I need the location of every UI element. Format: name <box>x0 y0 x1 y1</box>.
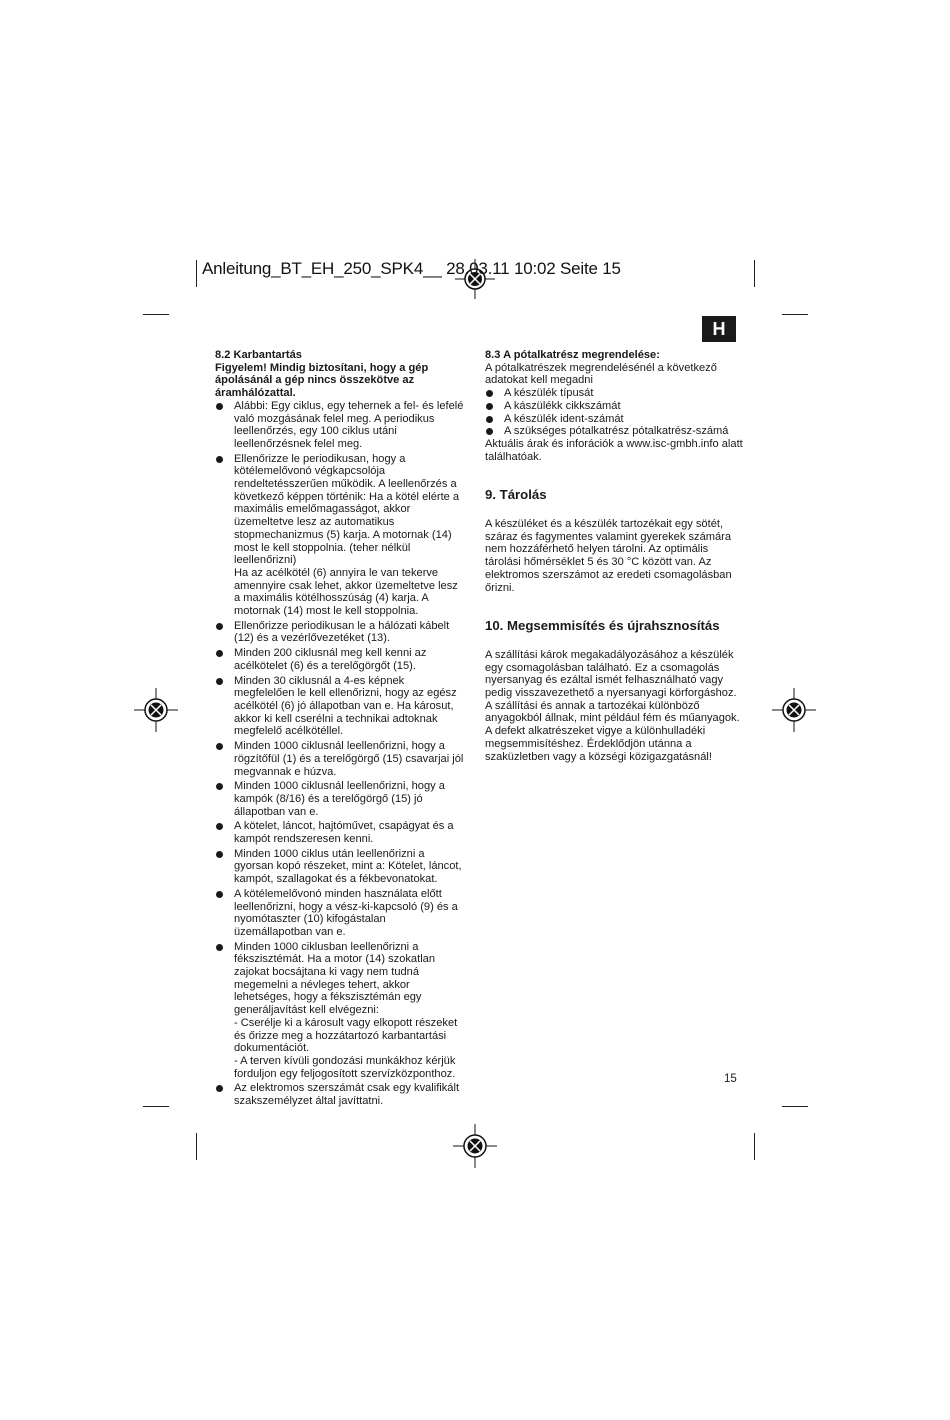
bullet-icon <box>216 678 223 685</box>
maintenance-list <box>215 400 467 1108</box>
registration-target-left-icon <box>134 688 178 732</box>
crop-mark-bottom-right-horizontal <box>782 1106 808 1107</box>
bullet-icon <box>486 390 493 397</box>
list-item: Minden 1000 ciklusnál leellenőrizni, hogy a rögzítőfül (1) és a terelőgörgő (15) csavarjai jól megvannak e húzva. <box>215 740 467 778</box>
spare-parts-list <box>485 387 743 438</box>
bullet-icon <box>216 743 223 750</box>
spare-parts-heading: 8.3 A pótalkatrész megrendelése: <box>485 349 660 361</box>
list-item: A készülék ident-számát <box>485 413 743 426</box>
maintenance-heading: 8.2 Karbantartás <box>215 349 302 361</box>
disposal-section <box>485 620 743 763</box>
bullet-icon <box>216 891 223 898</box>
registration-target-bottom-icon <box>453 1124 497 1168</box>
list-item: Minden 200 ciklusnál meg kell kenni az acélkötelet (6) és a terelőgörgőt (15). <box>215 647 467 672</box>
right-column <box>485 349 743 763</box>
bullet-icon <box>216 783 223 790</box>
list-item: A készülék típusát <box>485 387 743 400</box>
crop-mark-top-left-horizontal <box>143 314 169 315</box>
list-item: A kötélemelővonó minden használata előtt leellenőrizni, hogy a vész-ki-kapcsoló (9) és a nyomótaszter (10) kifogástalan üzemállapotban van e. <box>215 888 467 939</box>
disposal-heading: 10. Megsemmisítés és újrahsznosítás <box>485 618 720 634</box>
crop-mark-top-right-horizontal <box>782 314 808 315</box>
spare-parts-outro: Aktuális árak és inforációk a www.isc-gmbh.info alatt találhatóak. <box>485 437 743 463</box>
storage-heading: 9. Tárolás <box>485 487 547 503</box>
bullet-icon <box>216 456 223 463</box>
bullet-icon <box>216 403 223 410</box>
list-item: Minden 1000 ciklusban leellenőrizni a fékszisztémát. Ha a motor (14) szokatlan zajokat bocsájtana ki vagy nem tudná megemelni a névleges tehert, akkor lehetséges, hogy a fékszisztémán egy generáljavítást kell elvégezni: - Cserélje ki a károsult vagy elkopott részeket és őrizze meg a hozzátartozó karbantartási dokumentációt. - A terven kívüli gondozási munkákhoz kérjük forduljon egy feljogosított szervízközponthoz. <box>215 941 467 1081</box>
list-item: Alábbi: Egy ciklus, egy tehernek a fel- és lefelé való mozgásának felel meg. A periodikus leellenőrzés, egy 100 ciklus utáni leellenőrzésnek felel meg. <box>215 400 467 451</box>
list-item: Ellenőrizze le periodikusan, hogy a kötélemelővonó végkapcsolója rendeltetésszerűen működik. A leellenőrzés a következő képpen történik: Ha a kötél elérte a maximális emelőmagasságot, akkor üzemeltetve lesz az automatikus stopmechanizmus (5) karja. A motornak (14) most le kell stoppolnia. (teher nélkül leellenőrizni) Ha az acélkötél (6) annyira le van tekerve amennyire csak lehet, akkor üzemeltetve lesz a maximális kötélhosszúság (4) karja. A motornak (14) most le kell stoppolnia. <box>215 453 467 618</box>
storage-section <box>485 489 743 594</box>
bullet-icon <box>216 1085 223 1092</box>
storage-text: A készüléket és a készülék tartozékait egy sötét, száraz és fagymentes valamint gyerekek számára nem hozzáférhető helyen tárolni. Az optimális tárolási hőmérséklet 5 és 30 °C között van. Az elektromos szerszámot az eredeti csomagolásban őrizni. <box>485 518 732 594</box>
list-item: Minden 1000 ciklusnál leellenőrizni, hogy a kampók (8/16) és a terelőgörgő (15) jó állapotban van e. <box>215 780 467 818</box>
crop-mark-top-left-vertical <box>196 260 197 287</box>
disposal-text: A szállítási károk megakadályozásához a készülék egy csomagolásban található. Ez a csomagolás nyersanyag és ezáltal ismét felhasználható vagy pedig visszavezethető a nyersanyagi körforgáshoz. A szállítási és annak a tartozékai különböző anyagokból állnak, mint például fém és műanyagok. A defekt alkatrészeket vigye a különhulladéki megsemmisítéshez. Érdeklődjön utánna a szaküzletben vagy a községi közigazgatásnál! <box>485 648 740 763</box>
bullet-icon <box>216 650 223 657</box>
bullet-icon <box>216 823 223 830</box>
list-item: A kötelet, láncot, hajtóművet, csapágyat és a kampót rendszeresen kenni. <box>215 820 467 845</box>
bullet-icon <box>216 851 223 858</box>
list-item: Az elektromos szerszámát csak egy kvalifikált szakszemélyzet által javíttatni. <box>215 1082 467 1107</box>
bullet-icon <box>216 623 223 630</box>
bullet-icon <box>486 403 493 410</box>
bullet-icon <box>486 416 493 423</box>
language-badge: H <box>702 316 736 342</box>
spare-parts-section <box>485 349 743 463</box>
maintenance-section <box>215 349 467 1108</box>
spare-parts-intro: A pótalkatrészek megrendelésénél a következő adatokat kell megadni <box>485 361 717 387</box>
bullet-icon <box>216 944 223 951</box>
registration-target-right-icon <box>772 688 816 732</box>
crop-mark-top-right-vertical <box>754 260 755 287</box>
crop-mark-bottom-left-horizontal <box>143 1106 169 1107</box>
print-slug-header: Anleitung_BT_EH_250_SPK4__ 28.03.11 10:02 Seite 15 <box>202 259 621 278</box>
maintenance-warning: Figyelem! Mindig biztosítani, hogy a gép ápolásánál a gép nincs összekötve az áramhálózattal. <box>215 361 429 400</box>
list-item: Minden 30 ciklusnál a 4-es képnek megfelelően le kell ellenőrizni, hogy az egész acélkötél (6) jó állapotban van e. Ha károsut, akkor ki kell cserélni a technikai adtoknak megfelelő acélkötéllel. <box>215 675 467 739</box>
bullet-icon <box>486 428 493 435</box>
list-item: Minden 1000 ciklus után leellenőrizni a gyorsan kopó részeket, mint a: Kötelet, láncot, kampót, szallagokat és a fékbevonatokat. <box>215 848 467 886</box>
list-item: A kászülékk cikkszámát <box>485 400 743 413</box>
crop-mark-bottom-right-vertical <box>754 1133 755 1160</box>
page-number: 15 <box>724 1073 737 1085</box>
list-item: Ellenőrizze periodikusan le a hálózati kábelt (12) és a vezérlővezetéket (13). <box>215 620 467 645</box>
list-item: A szükséges pótalkatrész pótalkatrész-számá <box>485 425 743 438</box>
crop-mark-bottom-left-vertical <box>196 1133 197 1160</box>
